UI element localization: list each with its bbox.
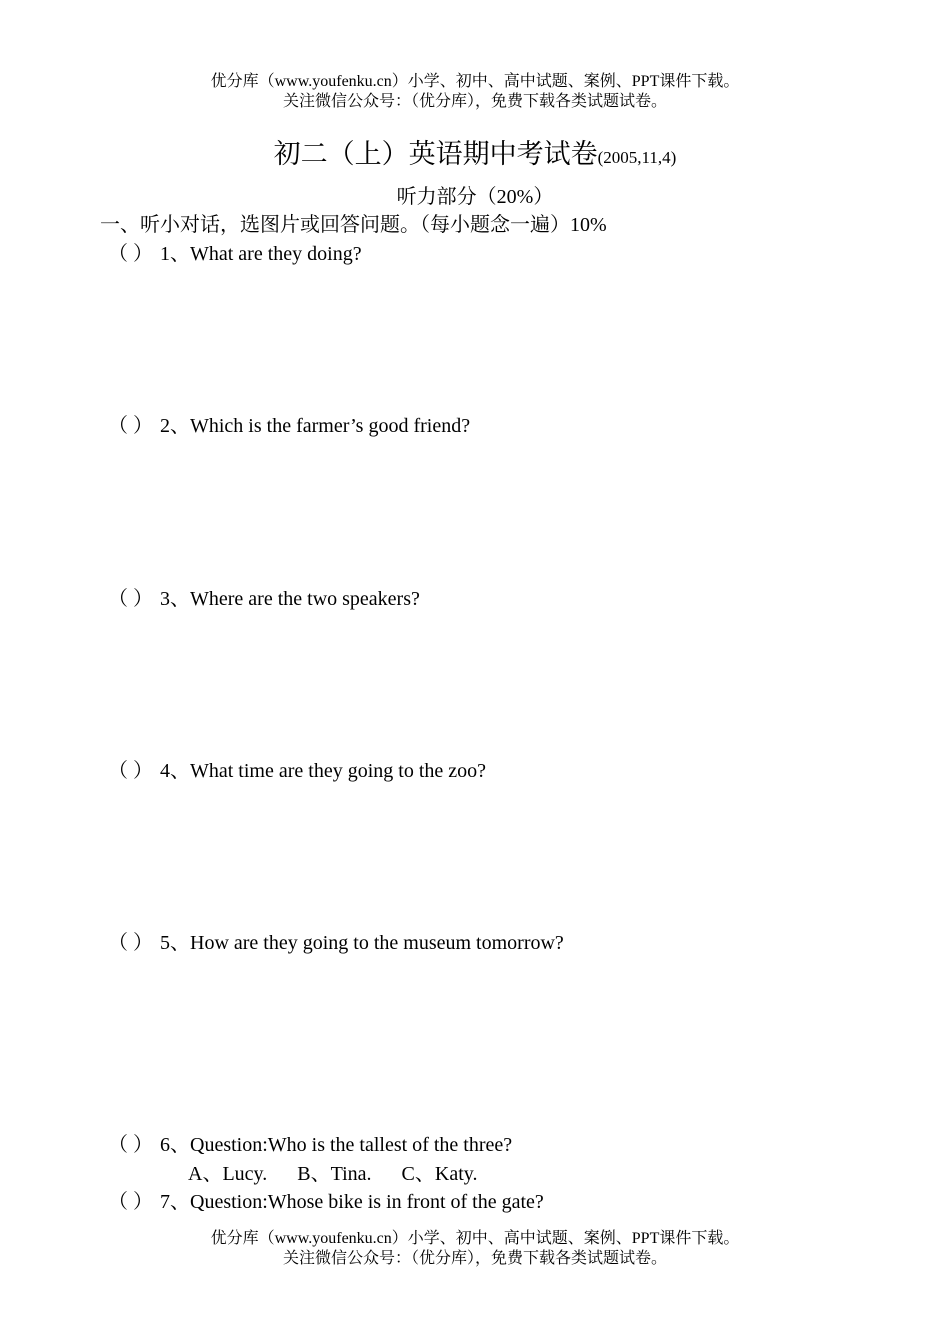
exam-title-text: 初二（上）英语期中考试卷	[273, 139, 598, 169]
question-1	[108, 241, 362, 267]
header-promo-line-2: 关注微信公众号：（优分库），免费下载各类试题试卷。	[282, 93, 667, 110]
listening-part-label: 听力部分（20%）	[396, 186, 554, 208]
option-b: B、Tina.	[297, 1163, 372, 1185]
question-6	[108, 1132, 512, 1158]
question-text: 6、Question:Who is the tallest of the three?	[160, 1134, 513, 1156]
question-4	[108, 758, 486, 784]
answer-blank: （ ）	[108, 1134, 153, 1156]
section-1-heading: 一、听小对话，选图片或回答问题。（每小题念一遍）10%	[100, 214, 607, 236]
question-text: 1、What are they doing?	[160, 243, 362, 265]
question-text: 2、Which is the farmer’s good friend?	[160, 415, 471, 437]
question-5	[108, 930, 564, 956]
question-text: 3、Where are the two speakers?	[160, 588, 420, 610]
header-promo	[0, 72, 950, 112]
answer-blank: （ ）	[108, 1191, 153, 1213]
answer-blank: （ ）	[108, 243, 153, 265]
question-7	[108, 1189, 544, 1215]
footer-promo-line-2: 关注微信公众号：（优分库），免费下载各类试题试卷。	[282, 1250, 667, 1267]
question-text: 4、What time are they going to the zoo?	[160, 760, 487, 782]
answer-blank: （ ）	[108, 760, 153, 782]
exam-date: (2005,11,4)	[597, 148, 677, 167]
answer-blank: （ ）	[108, 588, 153, 610]
option-a: A、Lucy.	[188, 1163, 268, 1185]
answer-blank: （ ）	[108, 415, 153, 437]
question-text: 5、How are they going to the museum tomorrow?	[160, 932, 564, 954]
question-2	[108, 413, 470, 439]
footer-promo	[0, 1229, 950, 1269]
option-c: C、Katy.	[401, 1163, 478, 1185]
question-text: 7、Question:Whose bike is in front of the gate?	[160, 1191, 544, 1213]
footer-promo-line-1: 优分库（www.youfenku.cn）小学、初中、高中试题、案例、PPT课件下载。	[210, 1230, 740, 1247]
question-3	[108, 586, 420, 612]
question-6-options	[188, 1161, 507, 1187]
exam-title	[0, 136, 950, 176]
answer-blank: （ ）	[108, 932, 153, 954]
header-promo-line-1: 优分库（www.youfenku.cn）小学、初中、高中试题、案例、PPT课件下载。	[210, 73, 740, 90]
